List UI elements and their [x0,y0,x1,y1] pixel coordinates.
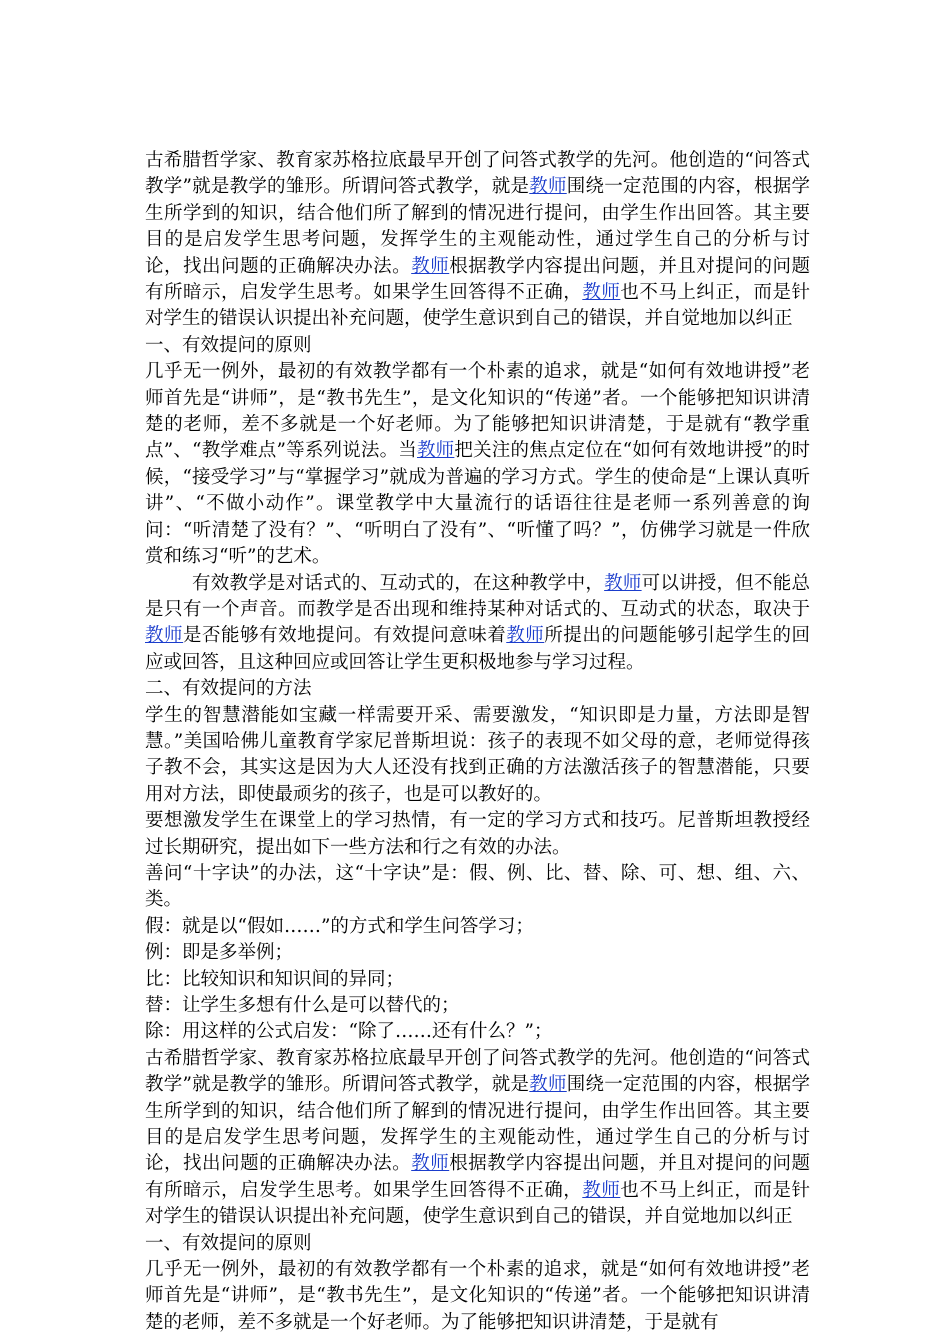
teacher-link[interactable]: 教师 [582,1179,621,1201]
paragraph-text: 一、有效提问的原则 [145,1232,312,1254]
document-body [145,148,810,1336]
paragraph-text: 围绕一定范围的内容，根据学生所学到的知识，结合他们所了解到的情况进行提问，由学生作出回答。其主要目的是启发学生思考问题，发挥学生的主观能动性，通过学生自己的分析与讨论，找出问题的正确解决办法。 [145,1074,810,1175]
paragraph [145,1257,810,1336]
paragraph-text: 学生的智慧潜能如宝藏一样需要开采、需要激发，“知识即是力量，方法即是智慧。”美国哈佛儿童教育学家尼普斯坦说：孩子的表现不如父母的意，老师觉得孩子教不会，其实这是因为大人还没有找到正确的方法激活孩子的智慧潜能，只要用对方法，即使最顽劣的孩子，也是可以教好的。 [145,704,810,805]
paragraph-text: 除：用这样的公式启发：“除了……还有什么？”； [145,1021,553,1043]
paragraph [145,676,810,702]
teacher-link[interactable]: 教师 [416,440,455,462]
paragraph-text: 也不马上纠正，而是针对学生的错误认识提出补充问题，使学生意识到自己的错误，并自觉地加以纠正 [145,282,810,330]
paragraph [145,571,810,677]
paragraph-text: 善问“十字诀”的办法，这“十字诀”是：假、例、比、替、除、可、想、组、六、类。 [145,862,810,911]
paragraph-text: 根据教学内容提出问题，并且对提问的问题有所暗示，启发学生思考。如果学生回答得不正确， [145,255,810,304]
paragraph-text: 例：即是多举例； [145,942,294,964]
paragraph-text: 也不马上纠正，而是针对学生的错误认识提出补充问题，使学生意识到自己的错误，并自觉地加以纠正 [145,1179,810,1228]
paragraph [145,1046,810,1231]
paragraph [145,1231,810,1257]
paragraph [145,967,810,993]
paragraph [145,1019,810,1045]
teacher-link[interactable]: 教师 [582,282,621,304]
paragraph-text: 可以讲授，但不能总是只有一个声音。而教学是否出现和维持某种对话式的、互动式的状态，取决于 [145,572,810,620]
paragraph [145,808,810,861]
teacher-link[interactable]: 教师 [604,572,642,594]
paragraph-text: 所提出的问题能够引起学生的回应或回答，且这种回应或回答让学生更积极地参与学习过程。 [145,625,810,673]
teacher-link[interactable]: 教师 [411,1153,450,1175]
paragraph [145,333,810,359]
paragraph [145,359,810,570]
paragraph-text: 古希腊哲学家、教育家苏格拉底最早开创了问答式教学的先河。他创造的“问答式教学”就是教学的雏形。所谓问答式教学，就是 [145,150,810,198]
paragraph-text: 比：比较知识和知识间的异同； [145,968,405,990]
teacher-link[interactable]: 教师 [506,625,545,647]
teacher-link[interactable]: 教师 [529,176,567,198]
teacher-link[interactable]: 教师 [411,255,450,277]
paragraph-text: 几乎无一例外，最初的有效教学都有一个朴素的追求，就是“如何有效地讲授”老师首先是“讲师”，是“教书先生”，是文化知识的“传递”者。一个能够把知识讲清楚的老师，差不多就是一个好老师。为了能够把知识讲清楚，于是就有 [145,1259,810,1333]
paragraph-text: 把关注的焦点定位在“如何有效地讲授”的时候，“接受学习”与“掌握学习”就成为普遍的学习方式。学生的使命是“上课认真听讲”、“不做小动作”。课堂教学中大量流行的话语往往是老师一系列善意的询问：“听清楚了没有？”、“听明白了没有”、“听懂了吗？”，仿佛学习就是一件欣赏和练习“听”的艺术。 [145,440,810,568]
paragraph-text: 二、有效提问的方法 [145,678,312,700]
paragraph-text: 要想激发学生在课堂上的学习热情，有一定的学习方式和技巧。尼普斯坦教授经过长期研究，提出如下一些方法和行之有效的办法。 [145,810,810,858]
teacher-link[interactable]: 教师 [529,1074,567,1096]
teacher-link[interactable]: 教师 [145,625,184,647]
paragraph-text: 是否能够有效地提问。有效提问意味着 [183,625,507,647]
paragraph-text: 一、有效提问的原则 [145,334,312,356]
paragraph [145,861,810,914]
paragraph [145,148,810,333]
paragraph-text: 假：就是以“假如……”的方式和学生问答学习； [145,915,534,937]
paragraph-text: 古希腊哲学家、教育家苏格拉底最早开创了问答式教学的先河。他创造的“问答式教学”就是教学的雏形。所谓问答式教学，就是 [145,1047,810,1096]
paragraph [145,703,810,809]
paragraph-text: 几乎无一例外，最初的有效教学都有一个朴素的追求，就是“如何有效地讲授”老师首先是“讲师”，是“教书先生”，是文化知识的“传递”者。一个能够把知识讲清楚的老师，差不多就是一个好老师。为了能够把知识讲清楚，于是就有“教学重点”、“教学难点”等系列说法。当 [145,361,810,462]
paragraph-text: 有效教学是对话式的、互动式的，在这种教学中， [192,572,605,594]
paragraph-text: 根据教学内容提出问题，并且对提问的问题有所暗示，启发学生思考。如果学生回答得不正确， [145,1153,810,1201]
paragraph-text: 替：让学生多想有什么是可以替代的； [145,995,460,1016]
paragraph [145,914,810,940]
paragraph [145,940,810,966]
paragraph-text: 围绕一定范围的内容，根据学生所学到的知识，结合他们所了解到的情况进行提问，由学生作出回答。其主要目的是启发学生思考问题，发挥学生的主观能动性，通过学生自己的分析与讨论，找出问题的正确解决办法。 [145,176,810,277]
paragraph [145,993,810,1019]
